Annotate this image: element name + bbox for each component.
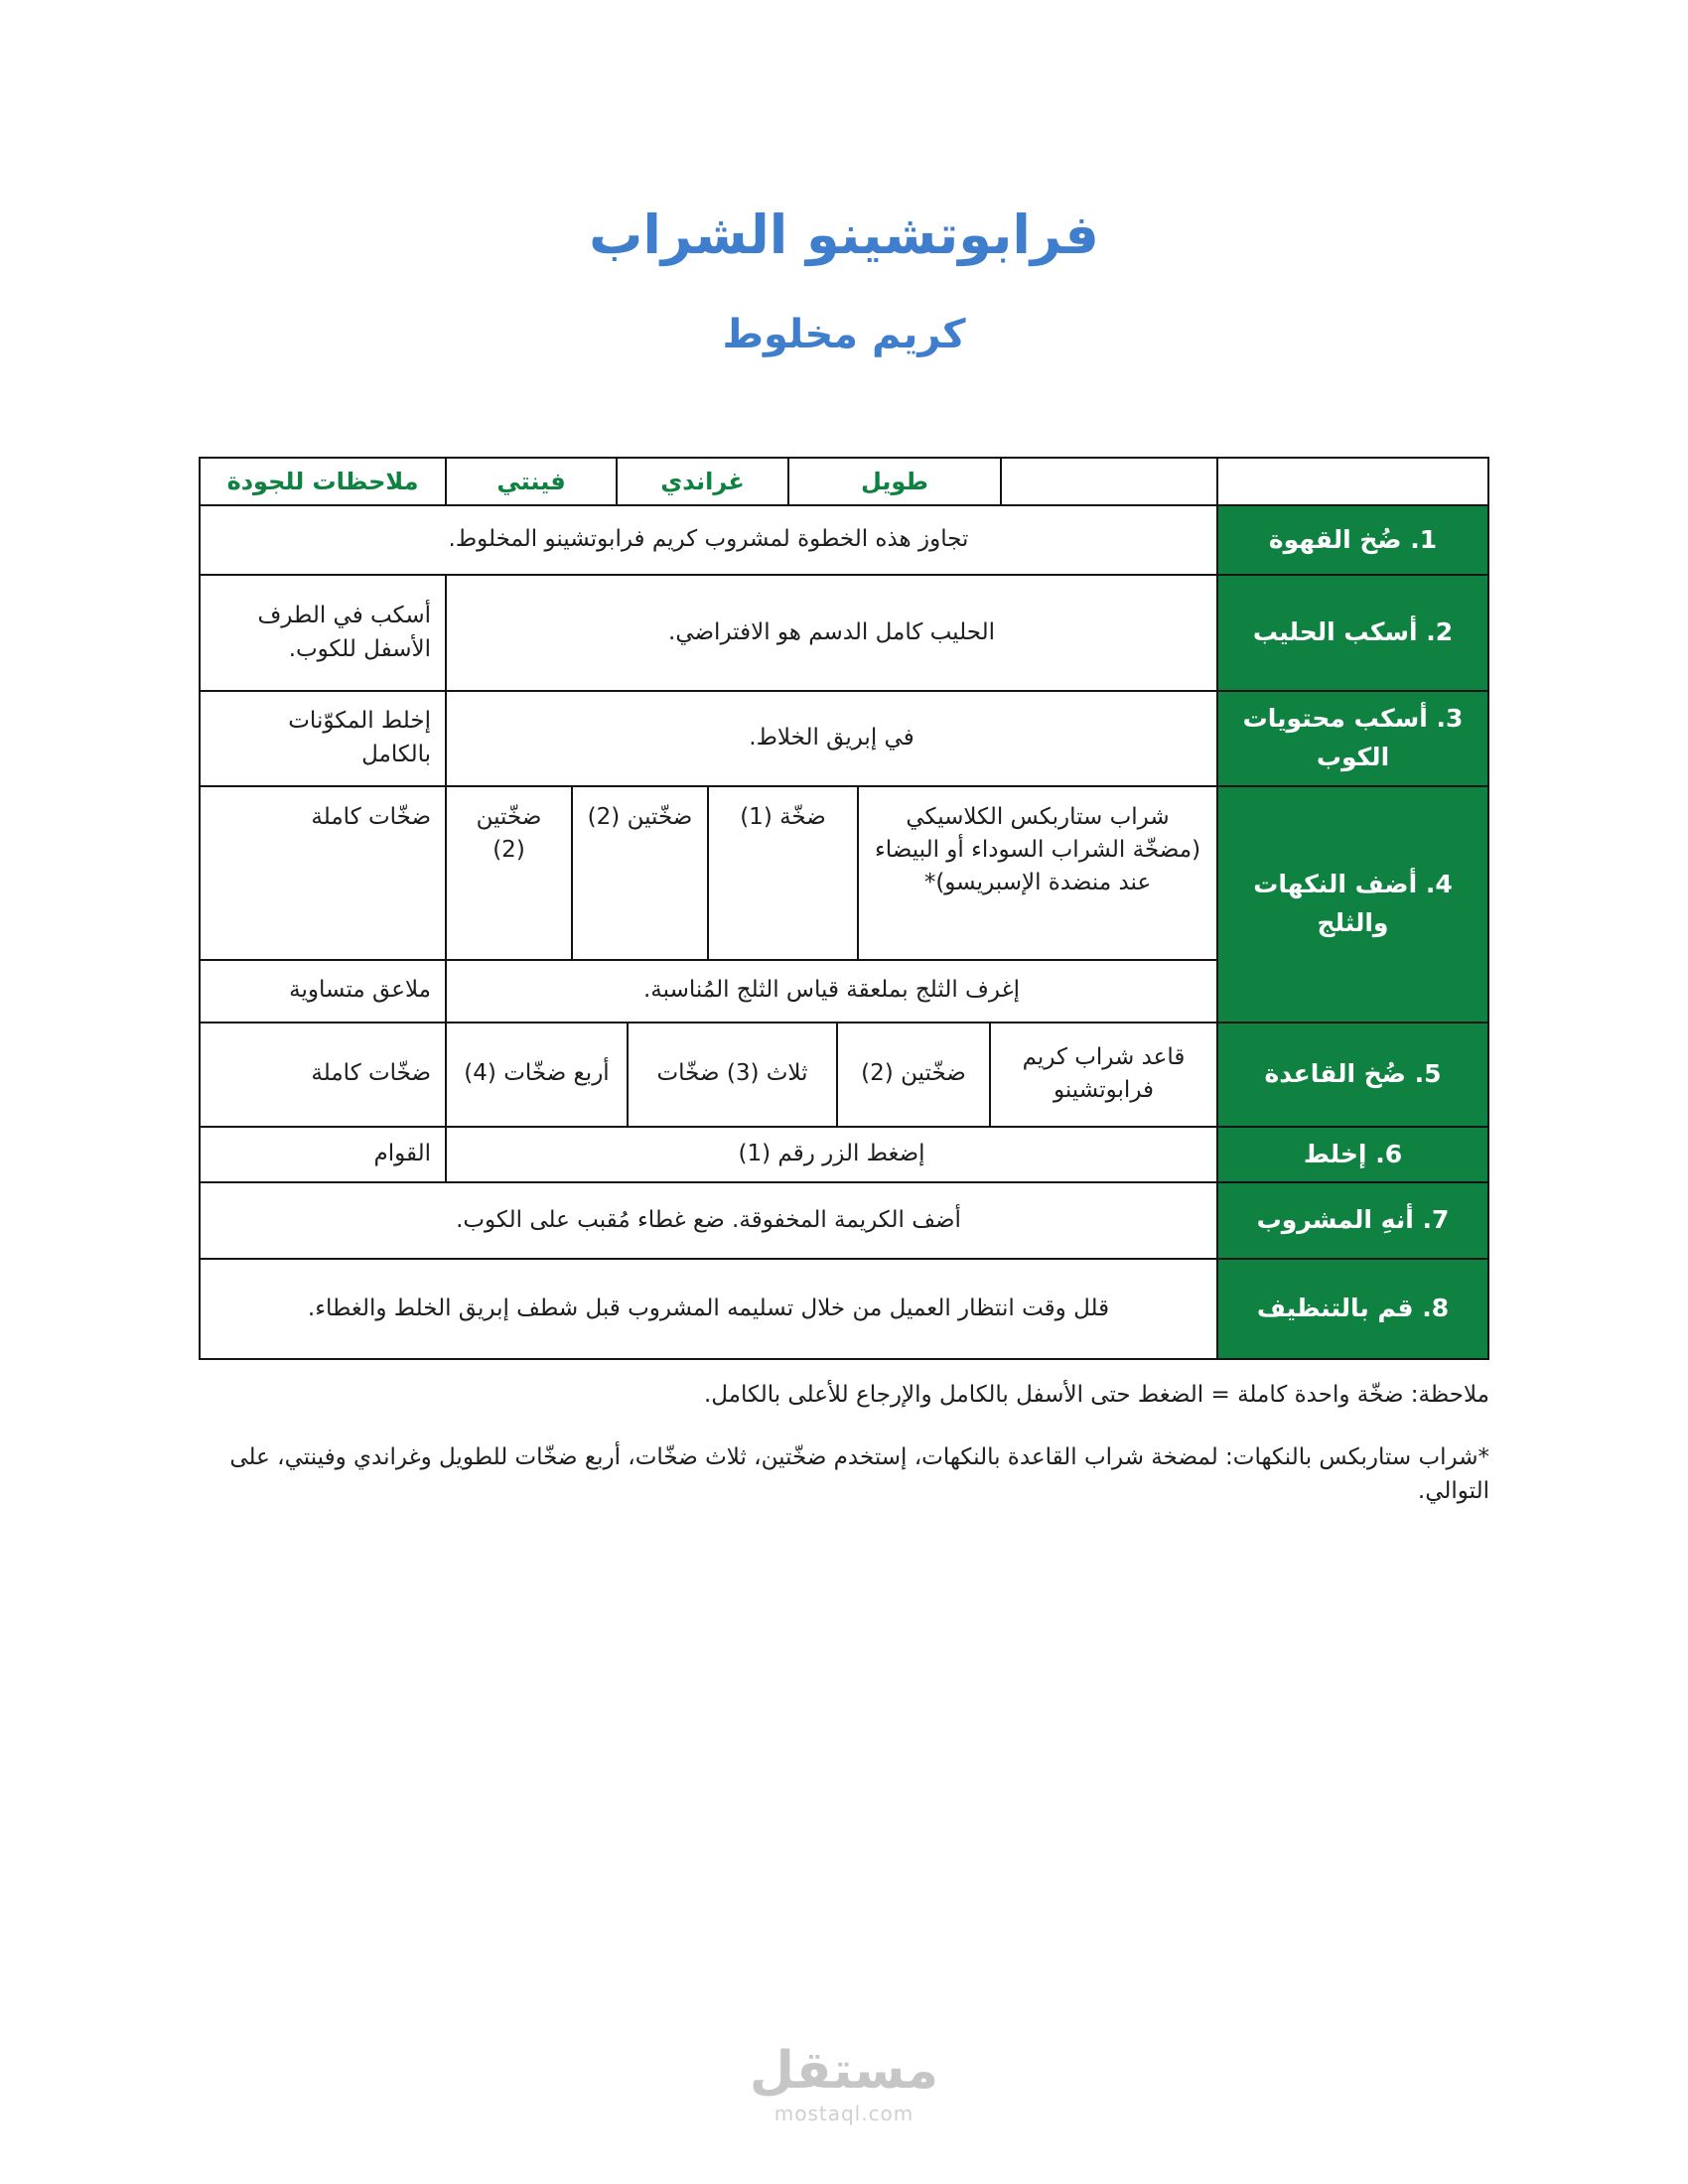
step-1-row bbox=[199, 506, 1487, 576]
step-2-quality-note: أسكب في الطرف الأسفل للكوب. bbox=[199, 576, 445, 692]
step-4-venti-pumps: ضخّتين (2) bbox=[445, 787, 571, 961]
step-4-flavor-row bbox=[199, 787, 1216, 961]
step-1-content: تجاوز هذه الخطوة لمشروب كريم فرابوتشينو المخلوط. bbox=[199, 506, 1216, 576]
step-3-quality-note: إخلط المكوّنات بالكامل bbox=[199, 692, 445, 787]
step-8-row bbox=[199, 1260, 1487, 1360]
step-7-row bbox=[199, 1183, 1487, 1260]
step-3-content: في إبريق الخلاط. bbox=[445, 692, 1216, 787]
step-4-ice-row bbox=[199, 961, 1216, 1024]
step-3-row bbox=[199, 692, 1487, 787]
recipe-table bbox=[199, 457, 1489, 1360]
step-5-label: 5. ضُخ القاعدة bbox=[1216, 1024, 1487, 1128]
step-4-subrows bbox=[199, 787, 1216, 1024]
step-5-tall-pumps: ضخّتين (2) bbox=[836, 1024, 989, 1128]
header-size-grande: غراندي bbox=[616, 459, 787, 506]
page-title: فرابوتشينو الشراب bbox=[589, 204, 1099, 266]
note-flavored-syrup: *شراب ستاربكس بالنكهات: لمضخة شراب القاعدة بالنكهات، إستخدم ضخّتين، ثلاث ضخّات، أربع ضخّات للطويل وغراندي وفينتي، على التوالي. bbox=[229, 1443, 1489, 1505]
note-full-pump: ملاحظة: ضخّة واحدة كاملة = الضغط حتى الأسفل بالكامل والإرجاع للأعلى بالكامل. bbox=[703, 1382, 1489, 1409]
step-6-content: إضغط الزر رقم (1) bbox=[445, 1128, 1216, 1184]
watermark-url: mostaql.com bbox=[774, 2102, 914, 2126]
header-empty-step-cell bbox=[1216, 459, 1487, 506]
header-size-venti: فينتي bbox=[445, 459, 616, 506]
step-4-ice-content: إغرف الثلج بملعقة قياس الثلج المُناسبة. bbox=[445, 961, 1216, 1024]
step-5-row bbox=[199, 1024, 1487, 1128]
footnotes bbox=[199, 1378, 1489, 1509]
step-7-label: 7. أنهِ المشروب bbox=[1216, 1183, 1487, 1260]
step-4-row bbox=[199, 787, 1487, 1024]
step-8-label: 8. قم بالتنظيف bbox=[1216, 1260, 1487, 1360]
step-6-label: 6. إخلط bbox=[1216, 1128, 1487, 1184]
step-4-label: 4. أضف النكهات والثلج bbox=[1216, 787, 1487, 1024]
table-header-row bbox=[199, 459, 1487, 506]
step-4-ice-quality-note: ملاعق متساوية bbox=[199, 961, 445, 1024]
page-subtitle: كريم مخلوط bbox=[722, 312, 966, 357]
step-7-content: أضف الكريمة المخفوقة. ضع غطاء مُقبب على الكوب. bbox=[199, 1183, 1216, 1260]
header-empty-ingredient-cell bbox=[1000, 459, 1216, 506]
step-4-ingredient: شراب ستاربكس الكلاسيكي (مضخّة الشراب السوداء أو البيضاء عند منضدة الإسبريسو)* bbox=[857, 787, 1216, 961]
step-1-label: 1. ضُخ القهوة bbox=[1216, 506, 1487, 576]
step-6-row bbox=[199, 1128, 1487, 1184]
header-quality-notes: ملاحظات للجودة bbox=[199, 459, 445, 506]
step-5-ingredient: قاعد شراب كريم فرابوتشينو bbox=[989, 1024, 1216, 1128]
step-5-venti-pumps: أربع ضخّات (4) bbox=[445, 1024, 627, 1128]
header-size-tall: طويل bbox=[787, 459, 1000, 506]
watermark-logo: مستقل bbox=[749, 2041, 939, 2101]
step-2-row bbox=[199, 576, 1487, 692]
step-5-quality-note: ضخّات كاملة bbox=[199, 1024, 445, 1128]
watermark bbox=[0, 2043, 1688, 2125]
step-5-grande-pumps: ثلاث (3) ضخّات bbox=[627, 1024, 836, 1128]
step-4-quality-note: ضخّات كاملة bbox=[199, 787, 445, 961]
step-2-content: الحليب كامل الدسم هو الافتراضي. bbox=[445, 576, 1216, 692]
step-6-quality-note: القوام bbox=[199, 1128, 445, 1184]
step-4-tall-pumps: ضخّة (1) bbox=[707, 787, 857, 961]
step-4-grande-pumps: ضخّتين (2) bbox=[571, 787, 707, 961]
step-2-label: 2. أسكب الحليب bbox=[1216, 576, 1487, 692]
step-3-label: 3. أسكب محتويات الكوب bbox=[1216, 692, 1487, 787]
step-8-content: قلل وقت انتظار العميل من خلال تسليمه المشروب قبل شطف إبريق الخلط والغطاء. bbox=[199, 1260, 1216, 1360]
